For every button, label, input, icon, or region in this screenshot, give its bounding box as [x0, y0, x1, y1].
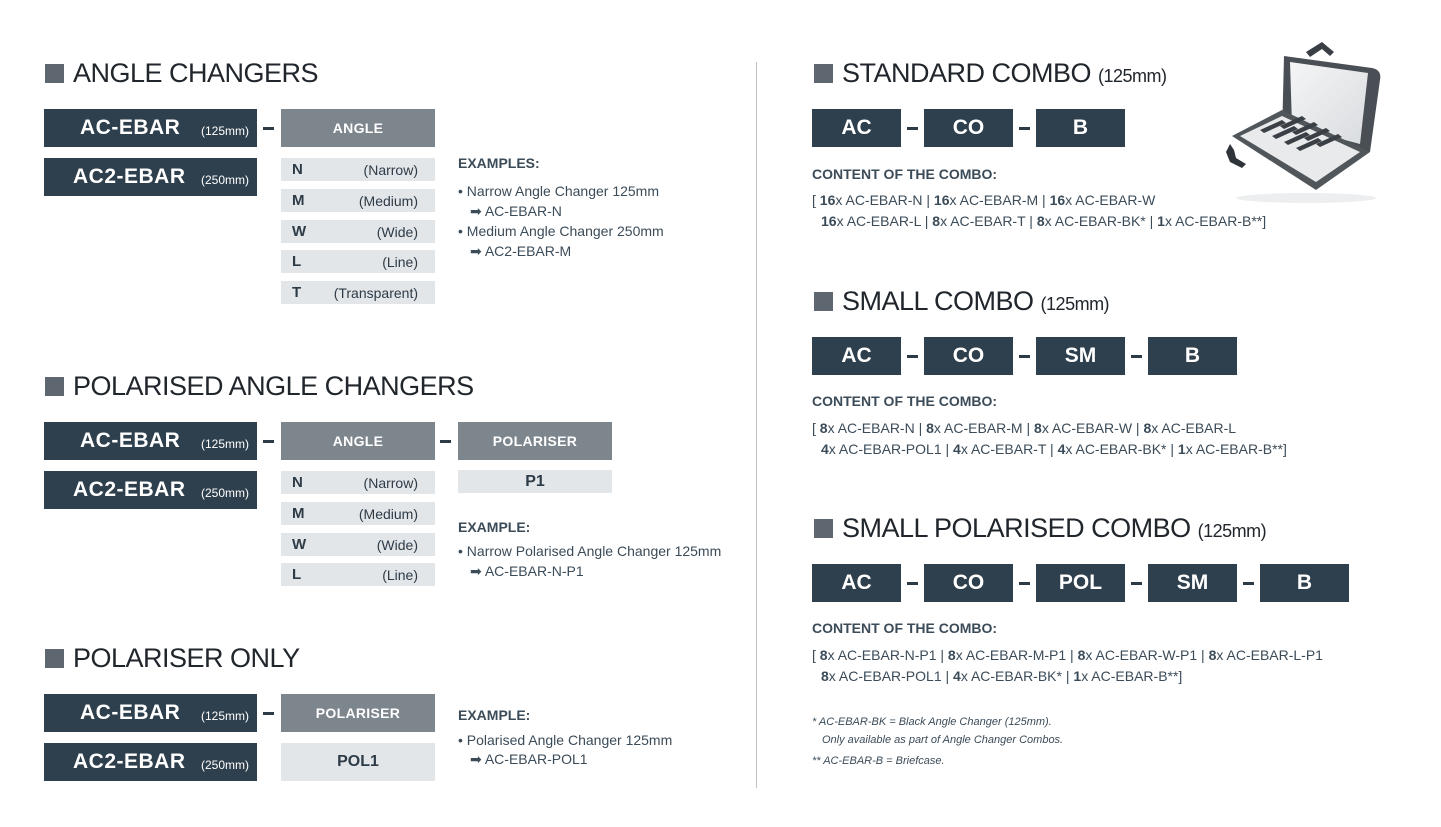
angle-header: ANGLE [281, 109, 435, 147]
dash-separator [1131, 355, 1142, 358]
content-heading: CONTENT OF THE COMBO: [812, 620, 998, 636]
title-square-icon [814, 519, 833, 538]
combo-part-ac: AC [812, 337, 901, 375]
title-square-icon [814, 64, 833, 83]
combo-part-ac: AC [812, 564, 901, 602]
example-result: ➡ AC-EBAR-N-P1 [470, 563, 584, 579]
option-wide: W (Wide) [281, 220, 435, 243]
angle-header: ANGLE [281, 422, 435, 460]
dash-separator [907, 127, 918, 130]
polariser-header: POLARISER [281, 694, 435, 732]
combo-part-ac: AC [812, 109, 901, 147]
dash-separator [1019, 355, 1030, 358]
code-ac-ebar: AC-EBAR (125mm) [44, 109, 257, 147]
examples-heading: EXAMPLES: [458, 155, 540, 171]
dash-separator [907, 355, 918, 358]
option-transparent: T (Transparent) [281, 281, 435, 304]
content-heading: CONTENT OF THE COMBO: [812, 393, 998, 409]
dash-separator [263, 127, 274, 130]
section-title-polariser-only: POLARISER ONLY [45, 643, 300, 674]
combo-part-pol: POL [1036, 564, 1125, 602]
combo-part-b: B [1148, 337, 1237, 375]
section-title-angle-changers: ANGLE CHANGERS [45, 58, 318, 89]
combo-part-co: CO [924, 109, 1013, 147]
section-title-small-polarised-combo: SMALL POLARISED COMBO (125mm) [814, 513, 1266, 544]
option-narrow: N (Narrow) [281, 158, 435, 181]
combo-part-b: B [1260, 564, 1349, 602]
dash-separator [1019, 582, 1030, 585]
title-square-icon [45, 64, 64, 83]
option-line: L (Line) [281, 250, 435, 273]
dash-separator [1243, 582, 1254, 585]
code-ac-ebar: AC-EBAR (125mm) [44, 422, 257, 460]
footnote-1-continued: Only available as part of Angle Changer Combos. [822, 734, 1064, 746]
example-result: ➡ AC-EBAR-N [470, 203, 562, 219]
content-line-2: 16x AC-EBAR-L | 8x AC-EBAR-T | 8x AC-EBAR-BK* | 1x AC-EBAR-B**] [821, 213, 1267, 229]
title-square-icon [45, 377, 64, 396]
code-ac-ebar: AC-EBAR (125mm) [44, 694, 257, 732]
option-medium: M (Medium) [281, 502, 435, 525]
section-title-small-combo: SMALL COMBO (125mm) [814, 286, 1109, 317]
polariser-header: POLARISER [458, 422, 612, 460]
option-line: L (Line) [281, 563, 435, 586]
title-square-icon [45, 649, 64, 668]
example-desc: • Narrow Polarised Angle Changer 125mm [458, 543, 722, 559]
combo-part-sm: SM [1036, 337, 1125, 375]
example-desc: • Polarised Angle Changer 125mm [458, 732, 673, 748]
dash-separator [263, 712, 274, 715]
content-heading: CONTENT OF THE COMBO: [812, 166, 998, 182]
footnote-1: * AC-EBAR-BK = Black Angle Changer (125mm). [812, 716, 1052, 728]
example-heading: EXAMPLE: [458, 707, 531, 723]
dash-separator [1131, 582, 1142, 585]
polariser-value: POL1 [281, 743, 435, 781]
combo-part-b: B [1036, 109, 1125, 147]
section-title-polarised-angle-changers: POLARISED ANGLE CHANGERS [45, 371, 474, 402]
example-heading: EXAMPLE: [458, 519, 531, 535]
section-title-standard-combo: STANDARD COMBO (125mm) [814, 58, 1167, 89]
option-wide: W (Wide) [281, 533, 435, 556]
dash-separator [263, 440, 274, 443]
dash-separator [1019, 127, 1030, 130]
option-medium: M (Medium) [281, 189, 435, 212]
code-ac2-ebar: AC2-EBAR (250mm) [44, 158, 257, 196]
example-desc: • Medium Angle Changer 250mm [458, 223, 664, 239]
option-narrow: N (Narrow) [281, 471, 435, 494]
content-line-2: 4x AC-EBAR-POL1 | 4x AC-EBAR-T | 4x AC-EBAR-BK* | 1x AC-EBAR-B**] [821, 441, 1287, 457]
example-desc: • Narrow Angle Changer 125mm [458, 183, 659, 199]
polariser-value: P1 [458, 470, 612, 493]
dash-separator [440, 440, 451, 443]
code-ac2-ebar: AC2-EBAR (250mm) [44, 743, 257, 781]
title-square-icon [814, 292, 833, 311]
dash-separator [907, 582, 918, 585]
briefcase-photo [1222, 40, 1390, 208]
content-line-2: 8x AC-EBAR-POL1 | 4x AC-EBAR-BK* | 1x AC-EBAR-B**] [821, 668, 1183, 684]
combo-part-co: CO [924, 337, 1013, 375]
content-line-1: [ 8x AC-EBAR-N | 8x AC-EBAR-M | 8x AC-EBAR-W | 8x AC-EBAR-L [812, 420, 1237, 436]
column-divider [756, 62, 757, 788]
combo-part-co: CO [924, 564, 1013, 602]
example-result: ➡ AC-EBAR-POL1 [470, 751, 588, 767]
content-line-1: [ 8x AC-EBAR-N-P1 | 8x AC-EBAR-M-P1 | 8x AC-EBAR-W-P1 | 8x AC-EBAR-L-P1 [812, 647, 1323, 663]
code-ac2-ebar: AC2-EBAR (250mm) [44, 471, 257, 509]
footnote-2: ** AC-EBAR-B = Briefcase. [812, 755, 945, 767]
example-result: ➡ AC2-EBAR-M [470, 243, 572, 259]
content-line-1: [ 16x AC-EBAR-N | 16x AC-EBAR-M | 16x AC-EBAR-W [812, 192, 1156, 208]
combo-part-sm: SM [1148, 564, 1237, 602]
